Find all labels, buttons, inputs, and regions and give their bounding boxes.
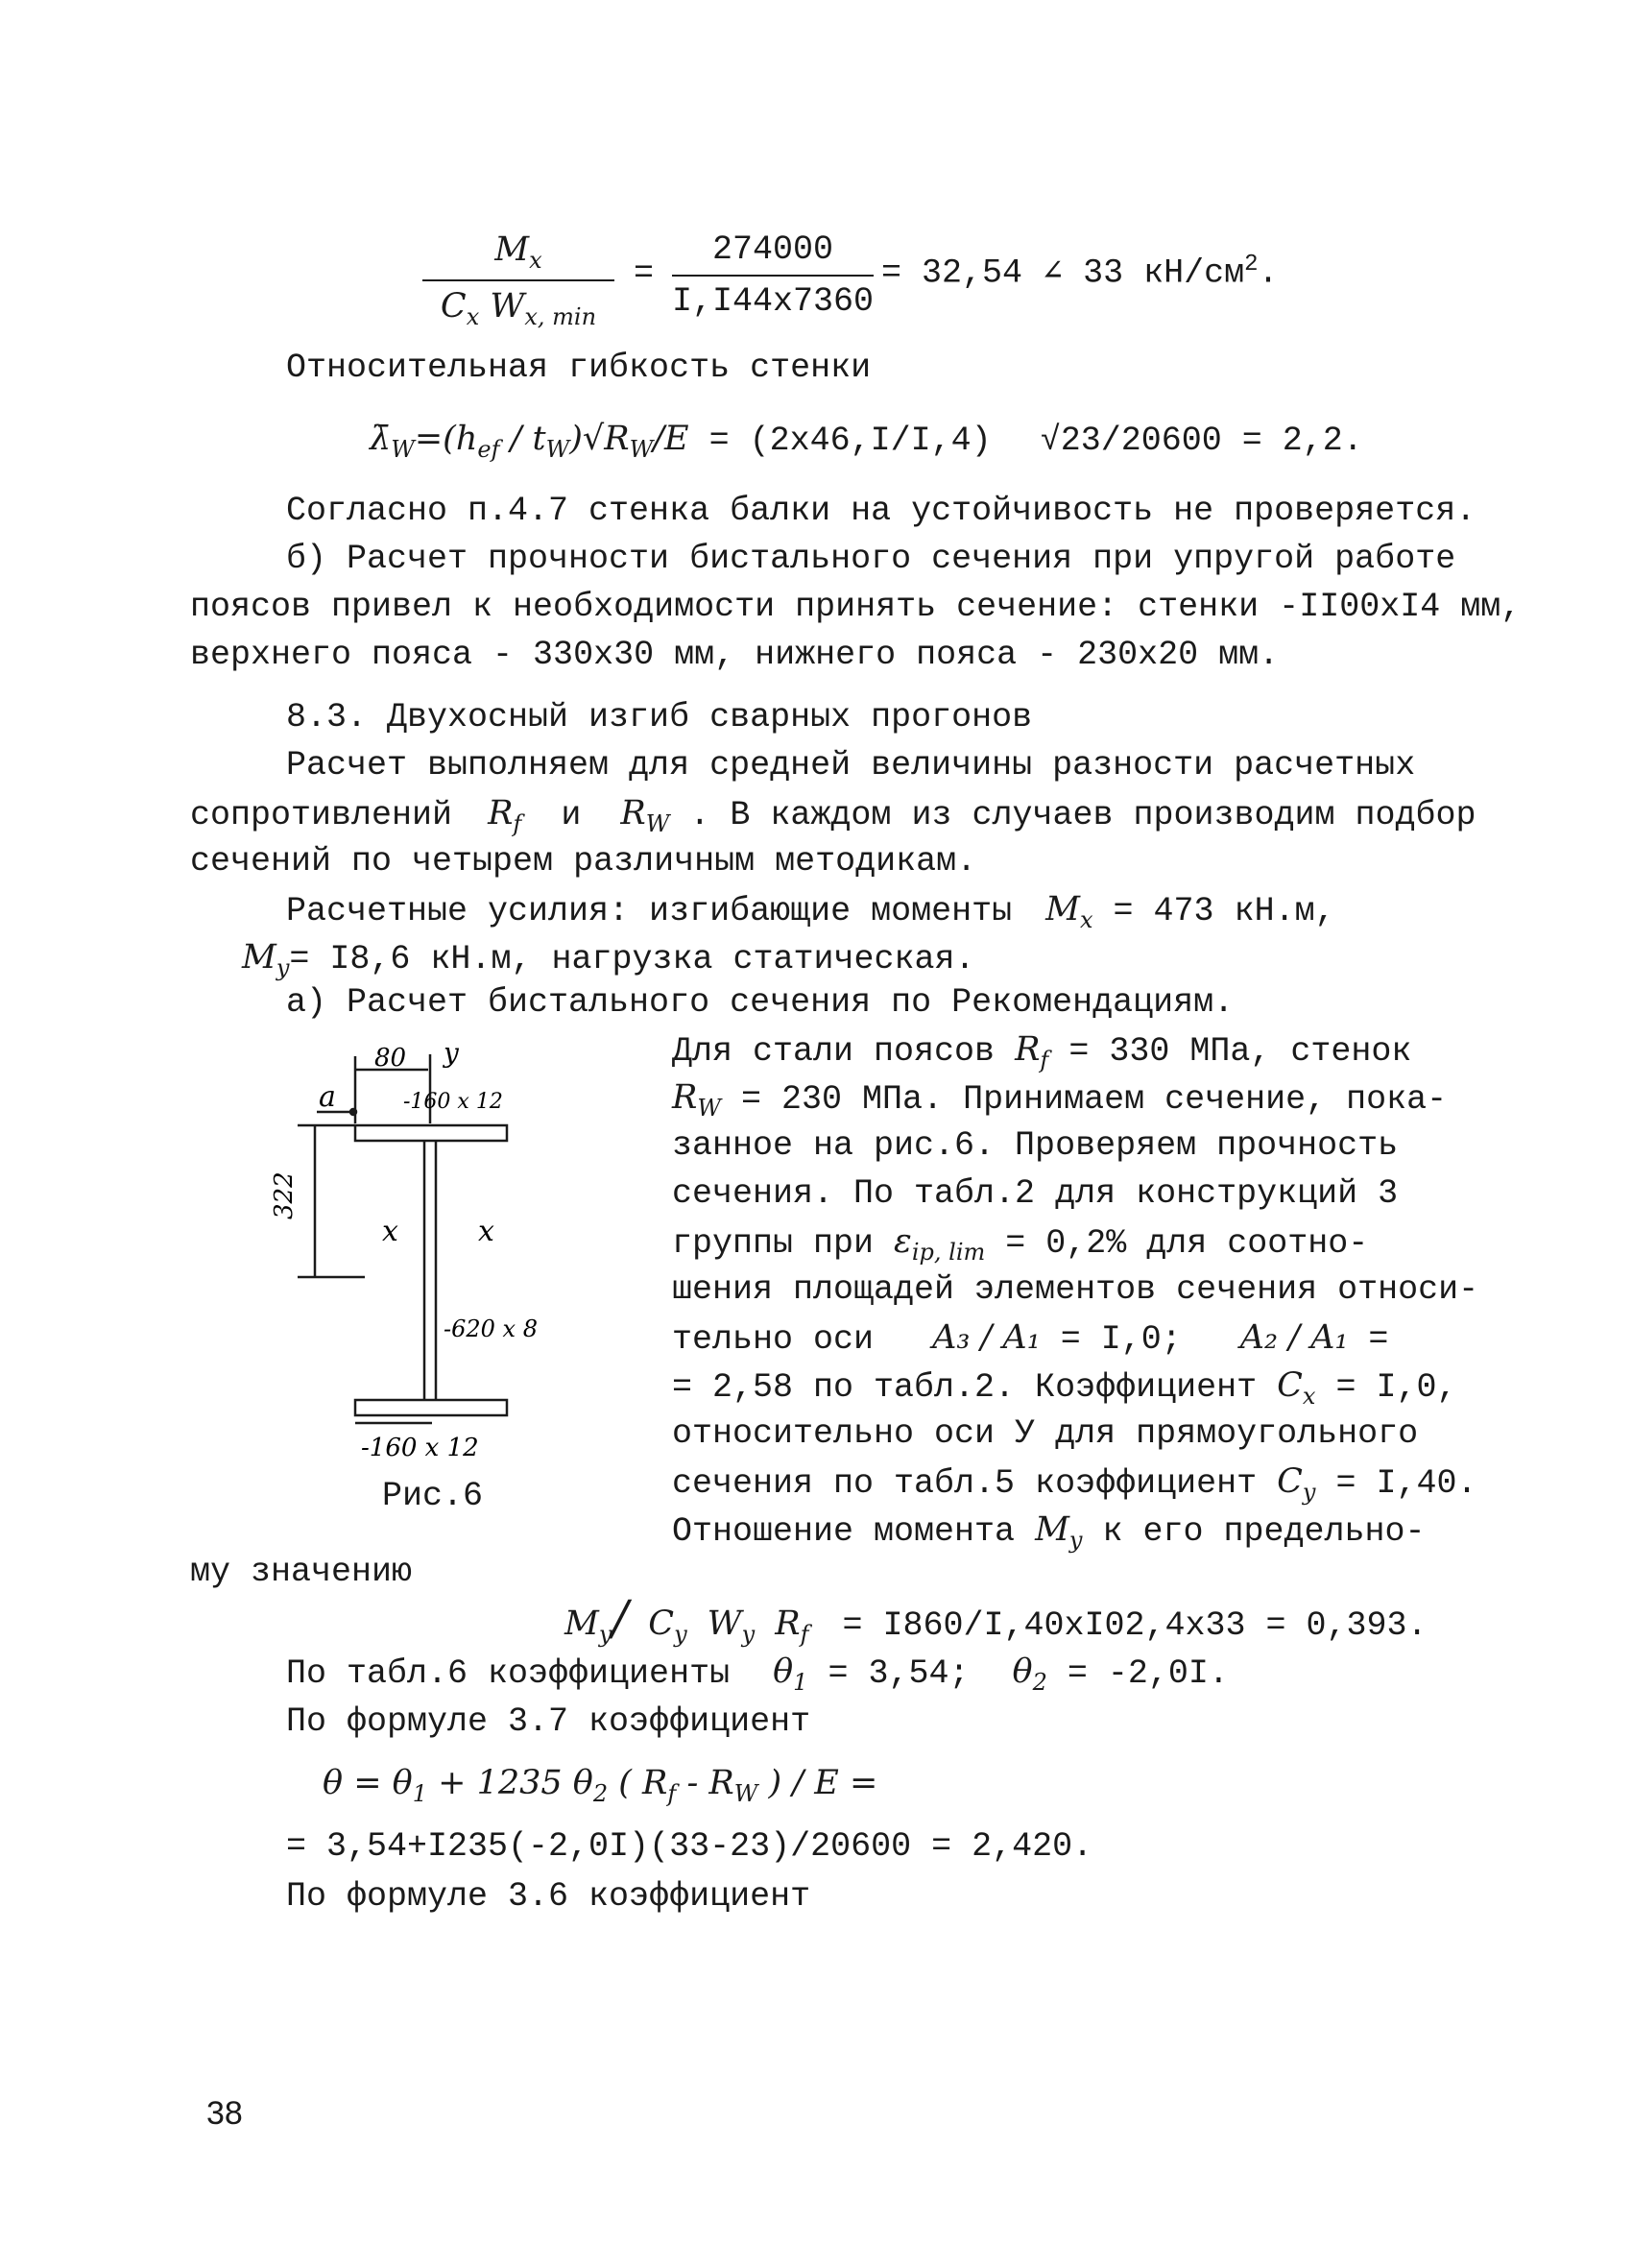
rc-line-6: шения площадей элементов сечения относи- xyxy=(672,1270,1479,1309)
para-1: Согласно п.4.7 стенка балки на устойчивость не проверяется. xyxy=(286,492,1476,530)
para-8: = 3,54+I235(-2,0I)(33-23)/20600 = 2,420. xyxy=(286,1827,1093,1866)
para-6: По табл.6 коэффициенты $\theta_1 = 3,54$; $\theta_2 = -2,0I$. xyxy=(286,1653,1229,1696)
fig-x-left: x xyxy=(382,1215,398,1248)
formula-4: $\theta = \theta_1 + 1235$ $\theta_2$ ( $R_f - R_W$ ) / E = xyxy=(323,1764,878,1807)
para-3-line-3: сечений по четырем различным методикам. xyxy=(190,842,977,881)
rc-line-1: Для стали поясов $R_f = 330$ МПа, стенок xyxy=(672,1030,1412,1074)
rc-line-5: группы при $\varepsilon_{ip, lim} = 0,2\%$ для соотно- xyxy=(672,1222,1369,1266)
para-2-line-2: поясов привел к необходимости принять сечение: стенки -II00xI4 мм, xyxy=(190,588,1522,626)
para-2-line-1: б) Расчет прочности бистального сечения при упругой работе xyxy=(286,540,1456,578)
para-5: а) Расчет бистального сечения по Рекомендациям. xyxy=(286,983,1235,1022)
fig-bottom-flange: -160 x 12 xyxy=(361,1434,479,1462)
top-flange xyxy=(355,1125,507,1141)
formula1-left-fraction: $M_x$ $C_x$ $W_{x, min}$ xyxy=(422,230,614,330)
para-9: По формуле 3.6 коэффициент xyxy=(286,1877,811,1916)
left-continuation: му значению xyxy=(190,1553,413,1591)
formula-2: $\lambdā_W=(h_{ef} / t_W)√R_W/E = (2x46,I/I,4) √23/20600 = 2,2$. xyxy=(370,420,1363,463)
rc-line-8: = 2,58 по табл.2. Коэффициент $C_x = I,0$, xyxy=(672,1366,1457,1410)
fig-height-322: 322 xyxy=(270,1171,299,1219)
fig-web: -620 x 8 xyxy=(444,1315,538,1342)
figure-caption: Рис.6 xyxy=(382,1477,484,1515)
rc-line-10: сечения по табл.5 коэффициент $C_y = I,40$. xyxy=(672,1462,1477,1506)
para-7: По формуле 3.7 коэффициент xyxy=(286,1702,811,1741)
rc-line-11: Отношение момента $M_y$ к его предельно- xyxy=(672,1510,1426,1554)
rc-line-9: относительно оси У для прямоугольного xyxy=(672,1414,1419,1453)
figure-6-ibeam xyxy=(230,1027,576,1546)
formula1-result: = 32,54 ∠ 33 $кН/см^2$. xyxy=(881,252,1279,293)
flex-title: Относительная гибкость стенки xyxy=(286,349,872,387)
fig-dim-80: 80 xyxy=(374,1044,407,1073)
para-2-line-3: верхнего пояса - 330x30 мм, нижнего пояса - 230x20 мм. xyxy=(190,636,1280,674)
para-4-line-1: Расчетные усилия: изгибающие моменты $M_x = 473$ кН.м, xyxy=(286,890,1335,933)
fig-x-right: x xyxy=(478,1215,494,1248)
rc-line-7: тельно оси A₃ / A₁ = I,0; A₂ / A₁ = xyxy=(672,1318,1389,1359)
para-4-line-2: $M_y= I8,6$ кН.м, нагрузка статическая. xyxy=(242,938,975,981)
bottom-flange xyxy=(355,1400,507,1415)
rc-line-3: занное на рис.6. Проверяем прочность xyxy=(672,1126,1399,1165)
fig-a-label: a xyxy=(319,1080,336,1114)
fig-y-axis: y xyxy=(444,1037,459,1069)
fig-top-flange: -160 x 12 xyxy=(403,1090,503,1114)
formula1-right-fraction: $\frac{274000}{I,I44x7360}$ xyxy=(672,230,875,321)
formula-3: $M_y/$ $C_y$ $W_y$ $R_f = I860/I,40xI02,4x33 = 0,393$. xyxy=(564,1590,1428,1648)
para-3-line-2: сопротивлений $R_f$ и $R_W$ . В каждом из случаев производим подбор xyxy=(190,794,1476,837)
section-heading: 8.3. Двухосный изгиб сварных прогонов xyxy=(286,698,1033,736)
formula1-equals: = xyxy=(634,254,655,293)
para-3-line-1: Расчет выполняем для средней величины разности расчетных xyxy=(286,746,1416,784)
page-number: 38 xyxy=(206,2095,243,2132)
rc-line-4: сечения. По табл.2 для конструкций 3 xyxy=(672,1174,1399,1213)
rc-line-2: $R_W = 230$ МПа. Принимаем сечение, пока- xyxy=(672,1078,1448,1122)
